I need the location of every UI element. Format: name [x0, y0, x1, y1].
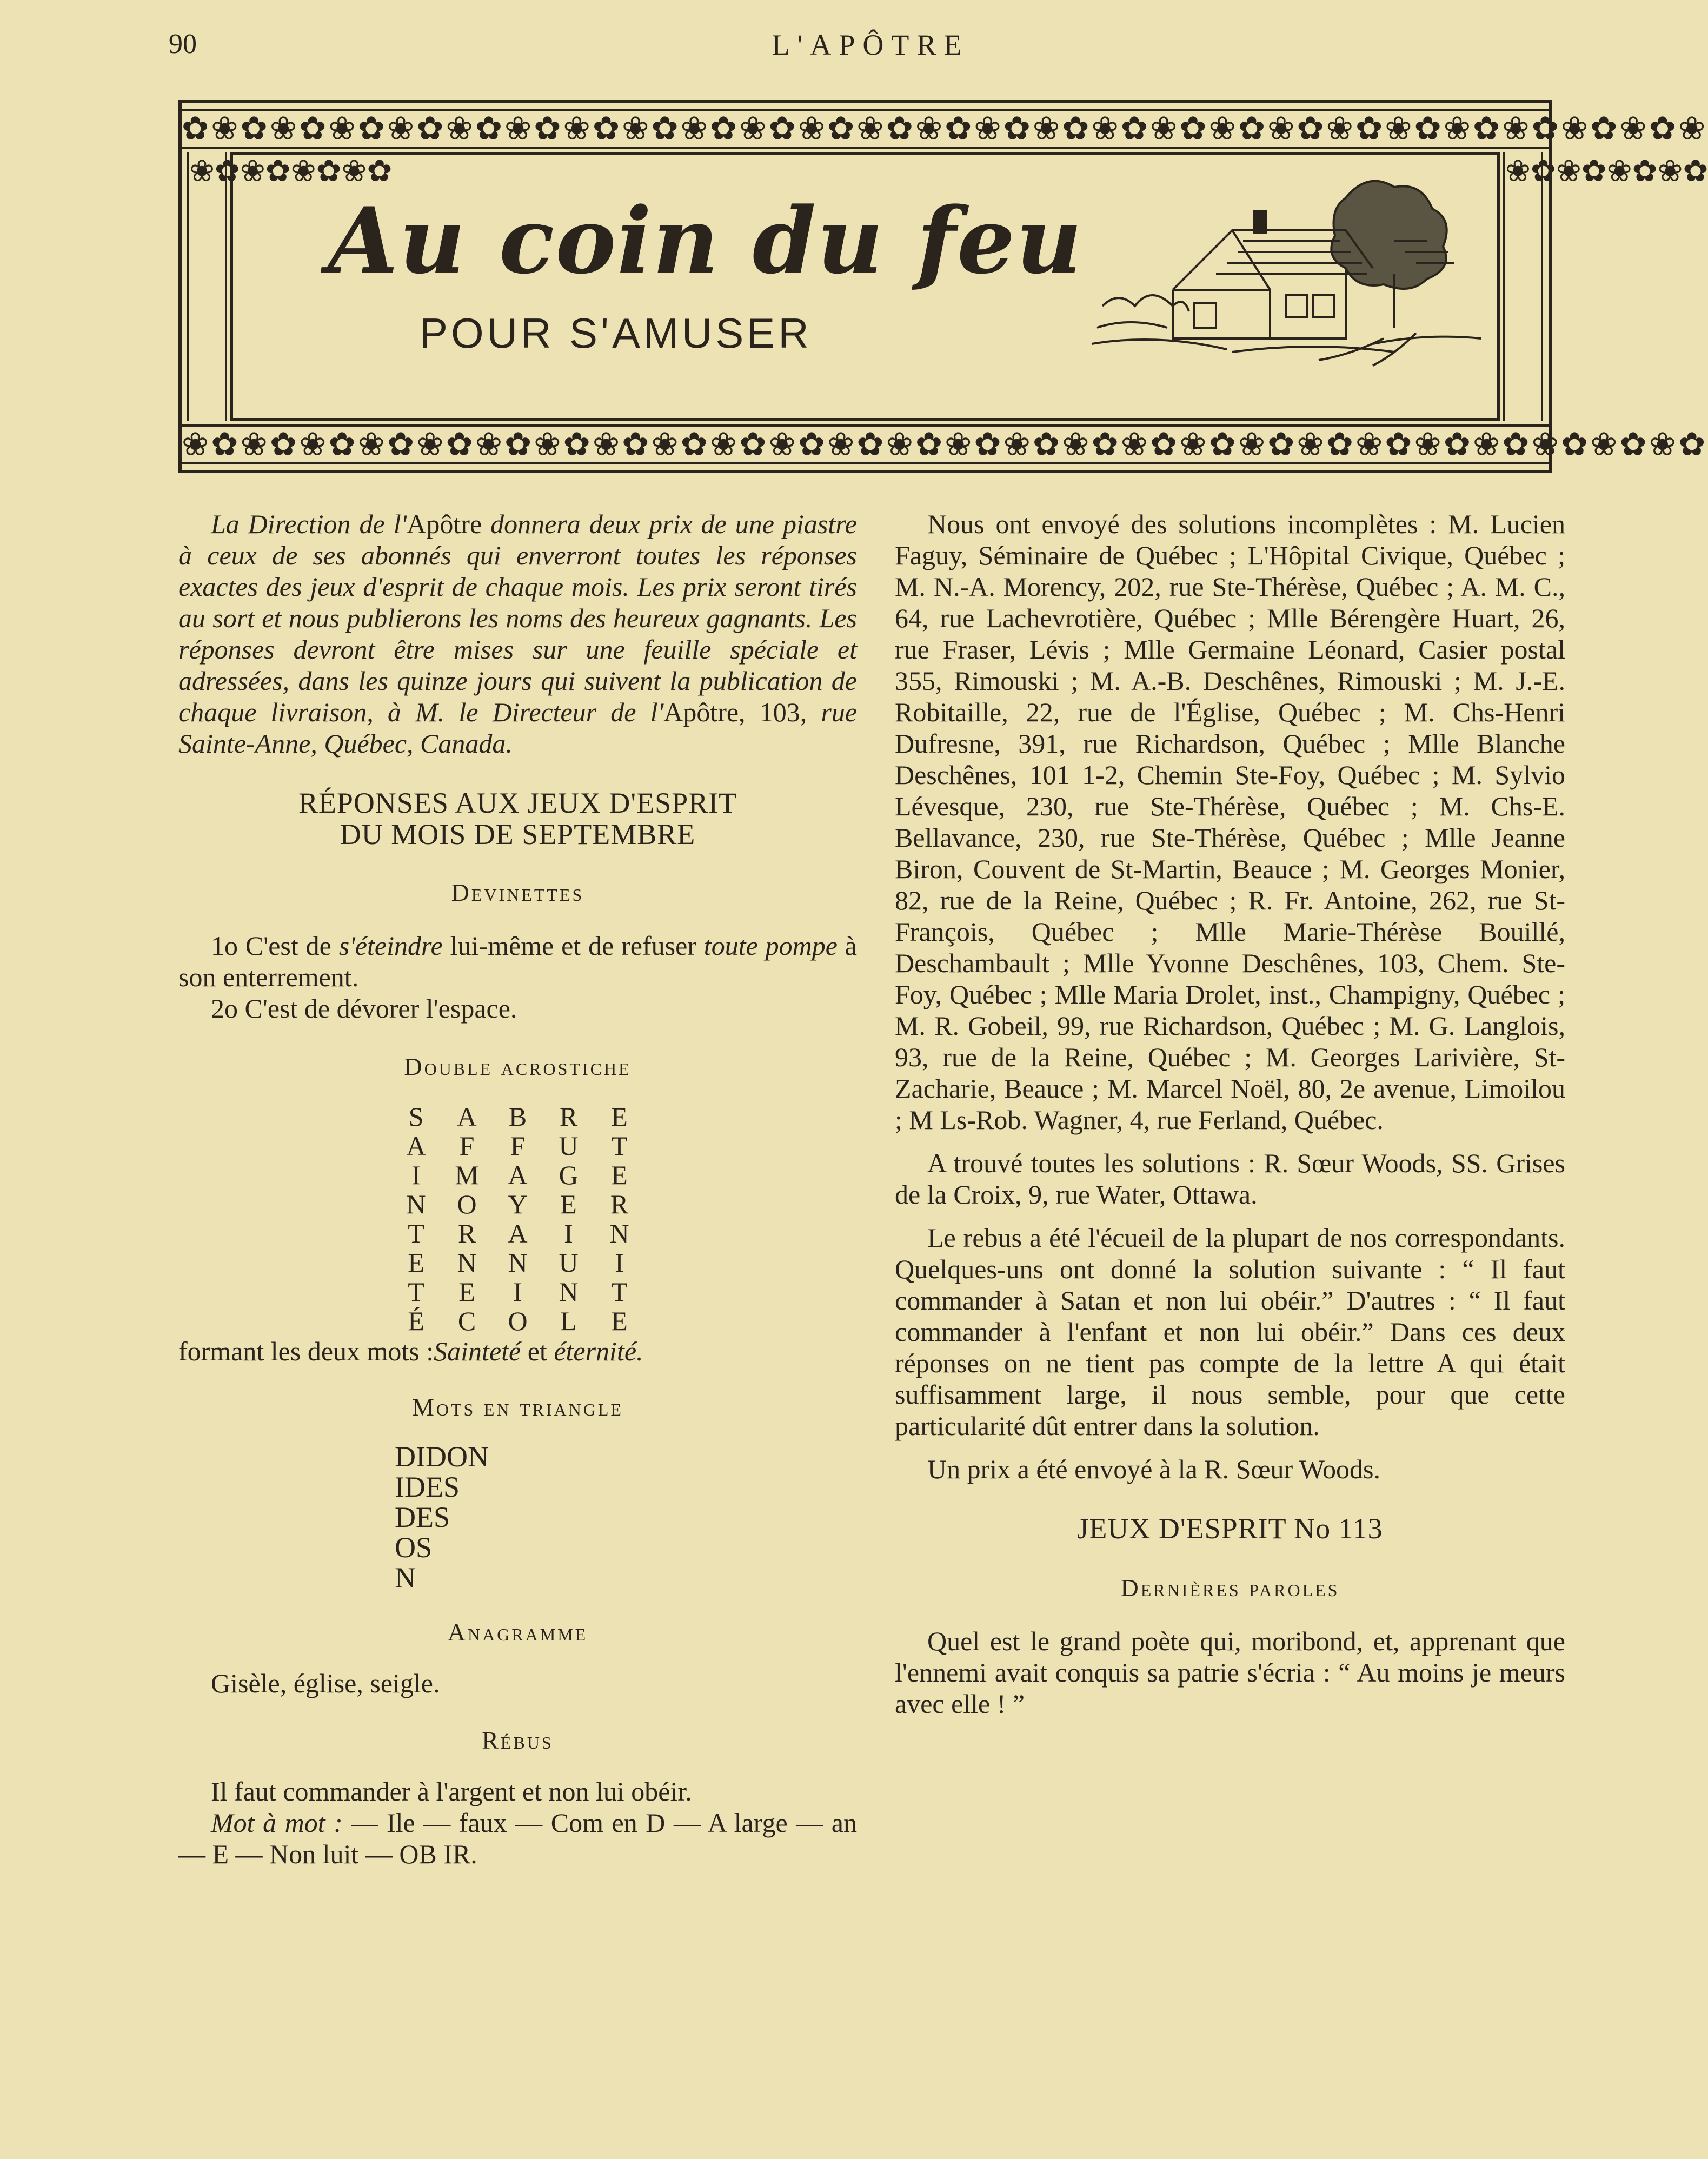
acrostic-letter: B [508, 1101, 527, 1132]
dev1-emphasis-2: toute pompe [703, 931, 838, 961]
acrostic-letter: R [559, 1101, 578, 1132]
prize-notice: Un prix a été envoyé à la R. Sœur Woods. [927, 1454, 1380, 1484]
acrostic-conclusion-and: et [521, 1336, 554, 1366]
acrostic-letter: R [610, 1189, 629, 1219]
acrostic-letter: N [457, 1247, 477, 1278]
acrostic-letter: T [408, 1218, 424, 1248]
dev1-text-a: 1o C'est de [211, 931, 339, 961]
acrostic-letter: E [611, 1306, 628, 1336]
acrostic-row [391, 1248, 645, 1277]
ornament-border-left: ❀✿❀✿❀✿❀✿ [187, 152, 227, 421]
answers-heading-line-1: RÉPONSES AUX JEUX D'ESPRIT [298, 787, 737, 819]
acrostic-conclusion-text: formant les deux mots : [178, 1336, 434, 1366]
ornament-border-right: ❀✿❀✿❀✿❀✿ [1503, 152, 1543, 421]
dernieres-paroles-heading: Dernières paroles [1120, 1574, 1340, 1602]
acrostic-letter: F [510, 1131, 526, 1161]
rebus-answer: Il faut commander à l'argent et non lui obéir. [211, 1776, 692, 1806]
acrostic-letter: A [508, 1160, 528, 1190]
triangle-word: DIDON [395, 1440, 489, 1473]
acrostic-letter: T [611, 1131, 628, 1161]
triangle-words [395, 1441, 857, 1593]
dev1-emphasis-1: s'éteindre [338, 931, 443, 961]
section-banner [178, 100, 1708, 473]
dev1-text-b: lui-même et de refuser [442, 931, 704, 961]
acrostic-letter: T [408, 1277, 424, 1307]
acrostic-letter: U [559, 1247, 579, 1278]
anagram-heading: Anagramme [447, 1618, 588, 1646]
acrostic-letter: C [457, 1306, 476, 1336]
answers-heading-line-2: DU MOIS DE SEPTEMBRE [340, 818, 696, 851]
right-column [895, 508, 1565, 1719]
intro-text-2: donnera deux prix de une piastre à ceux de ses abonnés qui enverront toutes les réponses exactes des jeux d'esprit de chaque mois. Les prix seront tirés au sort et nous publierons les noms des heureux gagnants. Les réponses devront être mises sur une feuille spéciale et adressées, dans les quinze jours qui suivent la publication de chaque livraison, à M. le Directeur de l' [178, 509, 858, 727]
devinette-answer-2: 2o C'est de dévorer l'espace. [211, 993, 517, 1024]
word-eternite: éternité. [554, 1336, 643, 1366]
devinettes-heading: Devinettes [451, 879, 584, 906]
ornament-border-bottom: ❀✿❀✿❀✿❀✿❀✿❀✿❀✿❀✿❀✿❀✿❀✿❀✿❀✿❀✿❀✿❀✿❀✿❀✿❀✿❀✿❀✿❀✿❀✿❀✿❀✿❀✿ [182, 424, 1549, 464]
answers-heading [178, 787, 857, 850]
rebus-heading: Rébus [482, 1726, 554, 1754]
banner-title: Au coin du feu [328, 187, 1084, 294]
acrostic-letter: Y [508, 1189, 528, 1219]
acrostic-letter: E [458, 1277, 475, 1307]
intro-apotre-1: Apôtre [407, 509, 482, 539]
acrostic-row [391, 1219, 645, 1248]
acrostic-letter: E [408, 1247, 424, 1278]
dev1-text-c: à son enterrement. [178, 931, 857, 992]
acrostic-row [391, 1306, 645, 1336]
acrostic-letter: I [564, 1218, 573, 1248]
devinette-answer-1 [178, 930, 857, 993]
acrostic-letter: T [611, 1277, 628, 1307]
triangle-word: OS [395, 1531, 433, 1564]
running-title: L'APÔTRE [772, 29, 969, 61]
acrostic-row [391, 1131, 645, 1160]
ornament-border-top: ✿❀✿❀✿❀✿❀✿❀✿❀✿❀✿❀✿❀✿❀✿❀✿❀✿❀✿❀✿❀✿❀✿❀✿❀✿❀✿❀✿❀✿❀✿❀✿❀✿❀✿❀ [182, 109, 1549, 149]
acrostic-letter: I [615, 1247, 624, 1278]
acrostic-row [391, 1102, 645, 1131]
acrostic-heading: Double acrostiche [404, 1053, 632, 1080]
triangle-word: N [395, 1562, 416, 1594]
intro-apotre-2: Apôtre, 103, [663, 697, 807, 727]
acrostic-letter: A [457, 1101, 477, 1132]
acrostic-letter: R [457, 1218, 476, 1248]
rebus-comment: Le rebus a été l'écueil de la plupart de nos correspondants. Quelques-uns ont donné la solution suivante : “ Il faut commander à Satan et non lui obéir.” D'autres : “ Il faut commander à l'enfant et non lui obéir.” Dans ces deux réponses on ne tient pas compte de la lettre A qui était suffisamment large, il nous semble, pour que cette particularité dût entrer dans la solution. [895, 1223, 1565, 1441]
left-column [178, 508, 857, 1870]
acrostic-conclusion [178, 1336, 857, 1367]
acrostic-letter: É [408, 1306, 424, 1336]
rebus-word-by-word [178, 1807, 857, 1870]
intro-text-3: rue Sainte-Anne, Québec, Canada. [178, 697, 858, 759]
rebus-mot-label: Mot à mot : [211, 1808, 343, 1838]
cottage-illustration [1092, 165, 1481, 371]
jeux-heading: JEUX D'ESPRIT No 113 [1077, 1512, 1383, 1545]
acrostic-letter: N [406, 1189, 426, 1219]
acrostic-row [391, 1190, 645, 1219]
contest-rules [178, 508, 857, 759]
acrostic-letter: A [406, 1131, 426, 1161]
acrostic-letter: A [508, 1218, 528, 1248]
acrostic-letter: E [560, 1189, 577, 1219]
acrostic-letter: E [611, 1160, 628, 1190]
acrostic-letter: N [559, 1277, 579, 1307]
acrostic-letter: S [408, 1101, 424, 1132]
banner-subtitle: POUR S'AMUSER [420, 309, 812, 357]
incomplete-solutions-list: Nous ont envoyé des solutions incomplètes : M. Lucien Faguy, Séminaire de Québec ; L'Hôpital Civique, Québec ; M. N.-A. Morency, 202, rue Ste-Thérèse, Québec ; A. M. C., 64, rue Lachevrotière, Québec ; Mlle Bérengère Huart, 26, rue Fraser, Lévis ; Mlle Germaine Léonard, Casier postal 355, Rimouski ; M. A.-B. Deschênes, Rimouski ; M. J.-E. Robitaille, 22, rue de l'Église, Québec ; M. Chs-Henri Dufresne, 391, rue Richardson, Québec ; Mlle Blanche Deschênes, 101 1-2, Chemin Ste-Foy, Québec ; M. Sylvio Lévesque, 230, rue Ste-Thérèse, Québec ; M. Chs-E. Bellavance, 230, rue Ste-Thérèse, Québec ; Mlle Jeanne Biron, Couvent de St-Martin, Beauce ; M. Georges Monier, 82, rue de la Reine, Québec ; R. Fr. Antoine, 262, rue St-François, Québec ; Mlle Marie-Thérèse Bouillé, Deschambault ; Mlle Yvonne Deschênes, 103, Chem. Ste-Foy, Québec ; Mlle Maria Drolet, inst., Champigny, Québec ; M. R. Gobeil, 99, rue Richardson, Québec ; M. G. Langlois, 93, rue de la Reine, Québec ; M. Georges Larivière, St-Zacharie, Beauce ; M. Marcel Noël, 80, 2e avenue, Limoilou ; M Ls-Rob. Wagner, 4, rue Ferland, Québec. [895, 509, 1565, 1135]
acrostic-letter: E [611, 1101, 628, 1132]
acrostic-letter: I [411, 1160, 421, 1190]
intro-text-1: La Direction de l' [211, 509, 407, 539]
complete-solutions: A trouvé toutes les solutions : R. Sœur Woods, SS. Grises de la Croix, 9, rue Water, Ottawa. [895, 1148, 1565, 1210]
rebus-mot-text: — Ile — faux — Com en D — A large — an — E — Non luit — OB IR. [178, 1808, 857, 1869]
acrostic-letter: F [459, 1131, 475, 1161]
acrostic-row [391, 1277, 645, 1306]
acrostic-letter: N [508, 1247, 528, 1278]
word-saintete: Sainteté [434, 1336, 521, 1366]
acrostic-grid [391, 1102, 645, 1336]
banner-frame [230, 152, 1500, 421]
puzzle-question: Quel est le grand poète qui, moribond, et, apprenant que l'ennemi avait conquis sa patrie s'écria : “ Au moins je meurs avec elle ! ” [895, 1626, 1565, 1719]
acrostic-letter: O [457, 1189, 477, 1219]
page-number: 90 [169, 29, 197, 59]
acrostic-letter: O [508, 1306, 528, 1336]
anagram-answer: Gisèle, église, seigle. [211, 1668, 440, 1698]
acrostic-block [178, 1102, 857, 1336]
triangle-word: IDES [395, 1471, 460, 1503]
acrostic-letter: G [559, 1160, 579, 1190]
acrostic-letter: I [513, 1277, 522, 1307]
triangle-heading: Mots en triangle [412, 1393, 623, 1421]
acrostic-letter: N [609, 1218, 629, 1248]
triangle-word: DES [395, 1501, 450, 1533]
page-header [0, 28, 1631, 71]
acrostic-letter: U [559, 1131, 579, 1161]
acrostic-row [391, 1160, 645, 1190]
acrostic-letter: L [560, 1306, 577, 1336]
acrostic-letter: M [455, 1160, 479, 1190]
